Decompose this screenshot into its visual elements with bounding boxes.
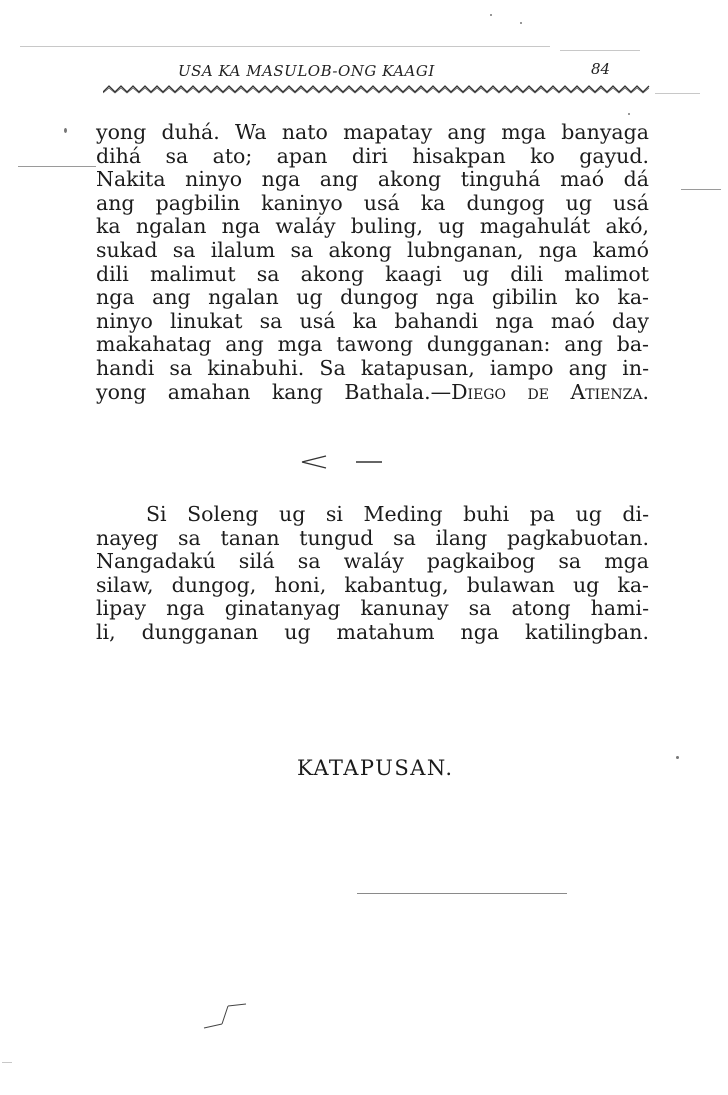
speck	[628, 113, 630, 115]
speck	[520, 22, 522, 24]
text-line: li, dungganan ug matahum nga katilingban.	[96, 619, 649, 644]
header-ornament-rule	[103, 84, 651, 94]
section-separator	[298, 452, 388, 472]
pen-mark	[202, 1002, 248, 1032]
closing-title: KATAPUSAN.	[297, 756, 454, 780]
running-head: USA KA MASULOB-ONG KAAGI	[178, 62, 435, 80]
footer-rule	[357, 893, 567, 894]
text-line: Si Soleng ug si Meding buhi pa ug di-	[146, 502, 649, 526]
text-line: nga ang ngalan ug dungog nga gibilin ko ka-	[96, 285, 649, 310]
text-line: silaw, dungog, honi, kabantug, bulawan ug ka-	[96, 572, 649, 597]
text-line: lipay nga ginatanyag kanunay sa atong hami-	[96, 596, 649, 621]
speck	[676, 756, 679, 759]
text-line: ka ngalan nga waláy buling, ug magahulát akó,	[96, 214, 649, 239]
paragraph-2	[96, 503, 649, 645]
text-line: yong duhá. Wa nato mapatay ang mga banyaga	[96, 120, 649, 144]
text-line: Nangadakú silá sa waláy pagkaibog sa mga	[96, 549, 649, 574]
right-margin-rule	[655, 93, 700, 94]
page-number: 84	[591, 60, 611, 78]
top-scan-rule-right	[560, 50, 640, 51]
left-margin-rule	[18, 166, 96, 167]
left-edge-mark	[2, 1062, 12, 1063]
text-line: Nakita ninyo nga ang akong tinguhá maó dá	[96, 167, 649, 192]
text-line: sukad sa ilalum sa akong lubnganan, nga kamó	[96, 237, 649, 262]
text-line: dili malimut sa akong kaagi ug dili malimot	[96, 261, 649, 286]
text-line: handi sa kinabuhi. Sa katapusan, iampo ang in-	[96, 355, 649, 380]
author-signature: Diego de Atienza.	[451, 379, 649, 404]
text-line: nayeg sa tanan tungud sa ilang pagkabuotan.	[96, 525, 649, 550]
text-line: makahatag ang mga tawong dungganan: ang ba-	[96, 332, 649, 357]
paragraph-1	[96, 121, 649, 404]
text-line-last	[96, 381, 649, 405]
text-line: dihá sa ato; apan diri hisakpan ko gayud.	[96, 143, 649, 168]
speck	[64, 128, 67, 133]
text-line: ninyo linukat sa usá ka bahandi nga maó day	[96, 308, 649, 333]
right-margin-rule-2	[681, 189, 721, 190]
speck	[490, 14, 492, 16]
last-line-text: yong amahan kang Bathala.—	[96, 379, 452, 404]
top-scan-rule	[20, 46, 550, 47]
text-line: ang pagbilin kaninyo usá ka dungog ug usá	[96, 190, 649, 215]
